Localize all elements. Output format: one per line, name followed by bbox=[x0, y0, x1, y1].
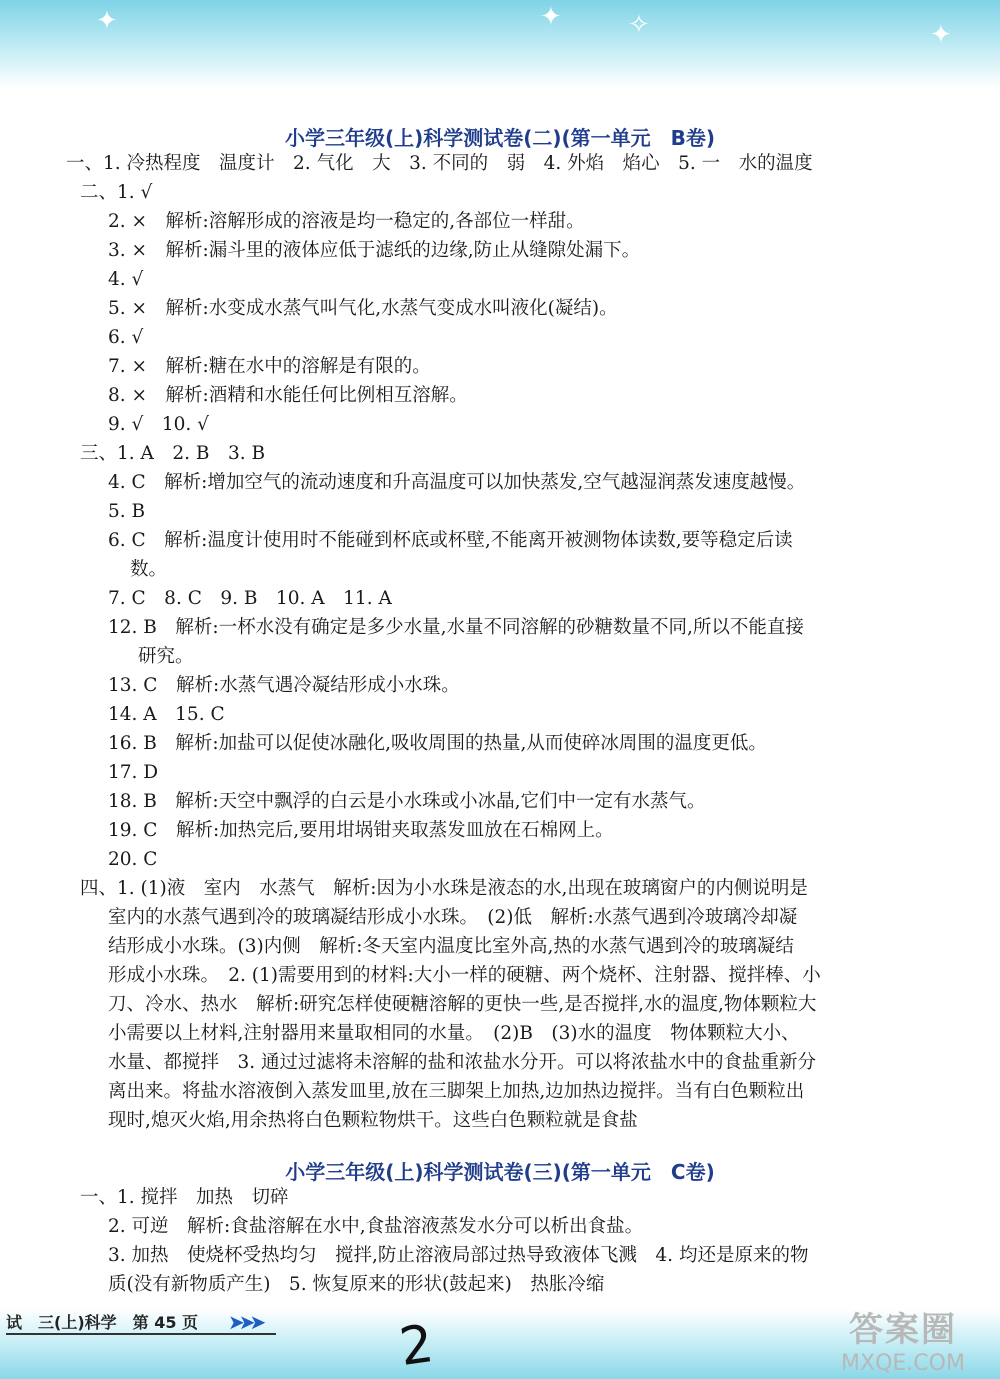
answer-line: 8. × 解析:酒精和水能任何比例相互溶解。 bbox=[108, 385, 468, 406]
sparkle-icon: ✧ bbox=[628, 10, 650, 40]
answer-line: 12. B 解析:一杯水没有确定是多少水量,水量不同溶解的砂糖数量不同,所以不能直接 bbox=[108, 617, 804, 638]
answer-line: 二、1. √ bbox=[80, 182, 153, 203]
answer-line: 5. B bbox=[108, 501, 146, 522]
answer-line: 4. √ bbox=[108, 269, 144, 290]
answer-line: 13. C 解析:水蒸气遇冷凝结形成小水珠。 bbox=[108, 675, 460, 696]
answer-line: 数。 bbox=[130, 559, 168, 580]
answer-line: 3. 加热 使烧杯受热均匀 搅拌,防止溶液局部过热导致液体飞溅 4. 均还是原来的物 bbox=[108, 1245, 809, 1266]
answer-line: 3. × 解析:漏斗里的液体应低于滤纸的边缘,防止从缝隙处漏下。 bbox=[108, 240, 641, 261]
answer-line: 研究。 bbox=[138, 646, 194, 667]
sparkle-icon: ✦ bbox=[540, 2, 562, 32]
watermark-url: MXQE.COM bbox=[841, 1351, 965, 1376]
answer-line: 形成小水珠。 2. (1)需要用到的材料:大小一样的硬糖、两个烧杯、注射器、搅拌棒、小 bbox=[108, 965, 821, 986]
page-footer: 试 三(上)科学 第 45 页 bbox=[6, 1313, 199, 1332]
answer-line: 14. A 15. C bbox=[108, 704, 225, 725]
answer-line: 2. 可逆 解析:食盐溶解在水中,食盐溶液蒸发水分可以析出食盐。 bbox=[108, 1216, 644, 1237]
answer-line: 2. × 解析:溶解形成的溶液是均一稳定的,各部位一样甜。 bbox=[108, 211, 585, 232]
answer-line: 结形成小水珠。(3)内侧 解析:冬天室内温度比室外高,热的水蒸气遇到冷的玻璃凝结 bbox=[108, 936, 794, 957]
answer-line: 现时,熄灭火焰,用余热将白色颗粒物烘干。这些白色颗粒就是食盐 bbox=[108, 1110, 638, 1131]
answer-line: 18. B 解析:天空中飘浮的白云是小水珠或小冰晶,它们中一定有水蒸气。 bbox=[108, 791, 706, 812]
answer-line: 刀、冷水、热水 解析:研究怎样使硬糖溶解的更快一些,是否搅拌,水的温度,物体颗粒大 bbox=[108, 994, 817, 1015]
answer-line: 四、1. (1)液 室内 水蒸气 解析:因为小水珠是液态的水,出现在玻璃窗户的内侧说明是 bbox=[80, 878, 808, 899]
answer-line: 9. √ 10. √ bbox=[108, 414, 209, 435]
answer-line: 小需要以上材料,注射器用来量取相同的水量。 (2)B (3)水的温度 物体颗粒大小、 bbox=[108, 1023, 800, 1044]
answer-line: 水量、都搅拌 3. 通过过滤将未溶解的盐和浓盐水分开。可以将浓盐水中的食盐重新分 bbox=[108, 1052, 817, 1073]
answer-line: 16. B 解析:加盐可以促使冰融化,吸收周围的热量,从而使碎冰周围的温度更低。 bbox=[108, 733, 767, 754]
answer-line: 6. C 解析:温度计使用时不能碰到杯底或杯壁,不能离开被测物体读数,要等稳定后读 bbox=[108, 530, 793, 551]
answer-line: 19. C 解析:加热完后,要用坩埚钳夹取蒸发皿放在石棉网上。 bbox=[108, 820, 614, 841]
answer-line: 一、1. 冷热程度 温度计 2. 气化 大 3. 不同的 弱 4. 外焰 焰心 5. 一 水的温度 bbox=[66, 153, 813, 174]
answer-line: 一、1. 搅拌 加热 切碎 bbox=[80, 1187, 289, 1208]
answer-line: 三、1. A 2. B 3. B bbox=[80, 443, 266, 464]
answer-line: 17. D bbox=[108, 762, 159, 783]
answer-line: 4. C 解析:增加空气的流动速度和升高温度可以加快蒸发,空气越湿润蒸发速度越慢。 bbox=[108, 472, 806, 493]
sparkle-icon: ✦ bbox=[930, 20, 952, 50]
answer-line: 质(没有新物质产生) 5. 恢复原来的形状(鼓起来) 热胀冷缩 bbox=[108, 1274, 605, 1295]
watermark-title: 答案圈 bbox=[849, 1310, 957, 1350]
answer-line: 20. C bbox=[108, 849, 158, 870]
answer-line: 6. √ bbox=[108, 327, 144, 348]
sparkle-icon: ✦ bbox=[96, 6, 118, 36]
answer-line: 7. × 解析:糖在水中的溶解是有限的。 bbox=[108, 356, 431, 377]
answer-line: 5. × 解析:水变成水蒸气叫气化,水蒸气变成水叫液化(凝结)。 bbox=[108, 298, 618, 319]
answer-line: 室内的水蒸气遇到冷的玻璃凝结形成小水珠。 (2)低 解析:水蒸气遇到冷玻璃冷却凝 bbox=[108, 907, 798, 928]
double-arrow-icon: ➤➤➤ bbox=[228, 1310, 261, 1334]
section-title-test-3: 小学三年级(上)科学测试卷(三)(第一单元 C卷) bbox=[285, 1160, 715, 1184]
section-title-test-2: 小学三年级(上)科学测试卷(二)(第一单元 B卷) bbox=[284, 126, 716, 150]
handwritten-mark: 2 bbox=[395, 1313, 438, 1379]
answer-line: 7. C 8. C 9. B 10. A 11. A bbox=[108, 588, 392, 609]
top-decoration-band bbox=[0, 0, 1000, 88]
watermark-logo bbox=[818, 1302, 988, 1376]
answer-line: 离出来。将盐水溶液倒入蒸发皿里,放在三脚架上加热,边加热边搅拌。当有白色颗粒出 bbox=[108, 1081, 805, 1102]
